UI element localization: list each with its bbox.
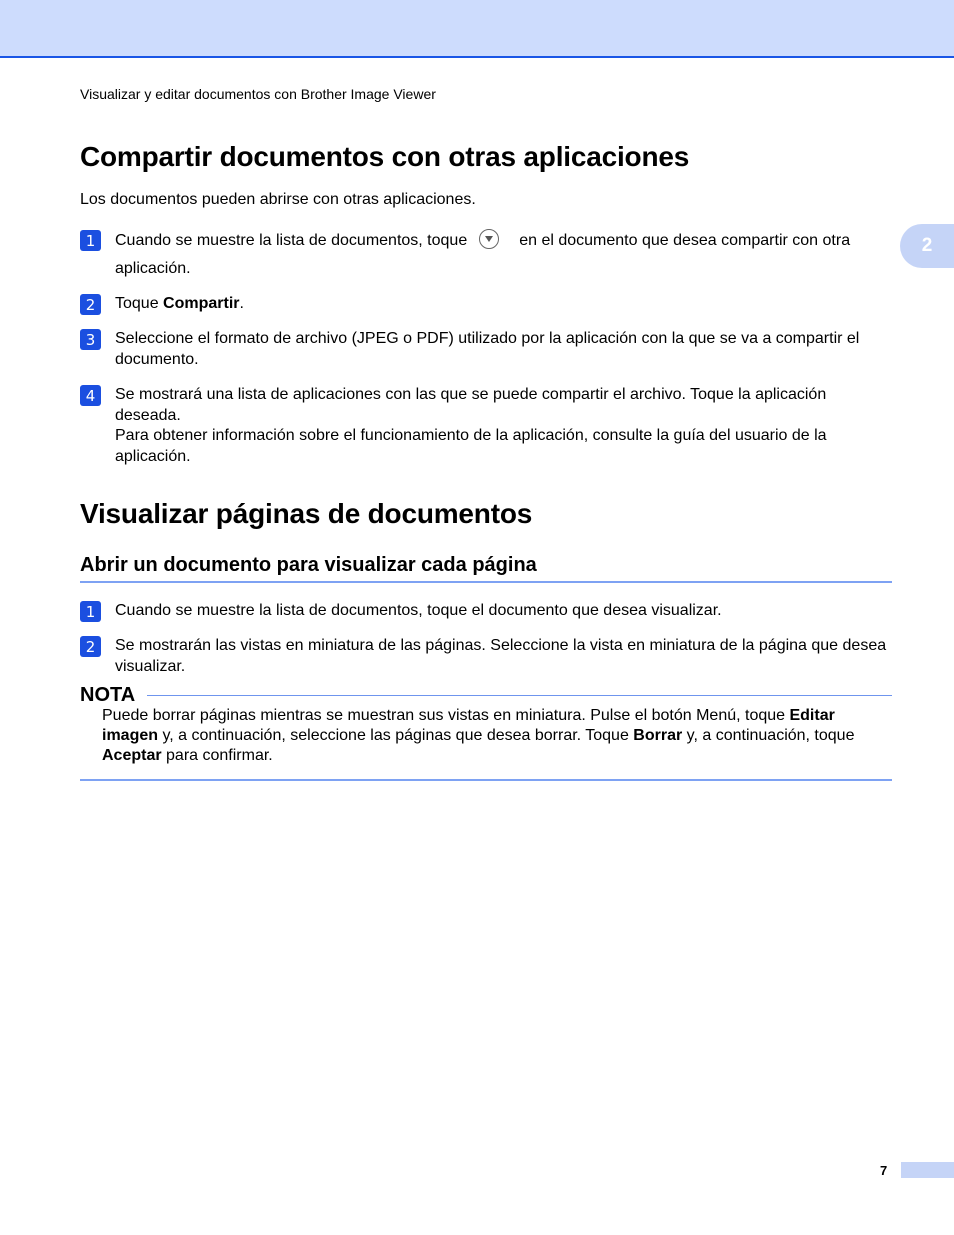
step-text-cont: en el documento que desea compartir con otra aplicación.	[115, 232, 851, 277]
note-title: NOTA	[80, 684, 136, 706]
ui-term-compartir: Compartir	[163, 295, 240, 312]
page-number: 7	[880, 1163, 888, 1178]
step-number-badge: 2	[80, 636, 101, 657]
step-number-badge: 4	[80, 385, 101, 406]
chapter-tab: 2	[900, 224, 954, 268]
step-3-share	[80, 329, 895, 370]
note-bottom-rule	[80, 779, 892, 781]
page-tab-marker	[901, 1162, 954, 1178]
section-title-share: Compartir documentos con otras aplicaciones	[80, 141, 690, 172]
step-number-badge: 1	[80, 601, 101, 622]
ui-term-editar-imagen: Editar imagen	[102, 707, 835, 744]
step-number-badge: 1	[80, 230, 101, 251]
step-number-badge: 2	[80, 294, 101, 315]
step-number-badge: 3	[80, 329, 101, 350]
subsection-title: Abrir un documento para visualizar cada página	[80, 554, 892, 583]
chevron-down-circle-icon	[479, 229, 499, 249]
running-header: Visualizar y editar documentos con Brother Image Viewer	[80, 86, 436, 102]
step-text-note: Para obtener información sobre el funcionamiento de la aplicación, consulte la guía del usuario de la aplicación.	[115, 427, 827, 465]
step-2-view	[80, 636, 895, 677]
step-1-share	[80, 230, 895, 283]
header-band	[0, 0, 954, 58]
step-text: Toque	[115, 295, 164, 312]
step-2-share	[80, 294, 895, 315]
step-text: Cuando se muestre la lista de documentos, toque	[115, 232, 468, 249]
note-top-rule	[147, 695, 892, 696]
step-1-view	[80, 601, 895, 622]
step-text: Se mostrará una lista de aplicaciones con las que se puede compartir el archivo. Toque la aplicación deseada.	[115, 386, 827, 424]
step-text: Cuando se muestre la lista de documentos, toque el documento que desea visualizar.	[115, 602, 722, 619]
ui-term-aceptar: Aceptar	[102, 747, 162, 764]
step-text: Se mostrarán las vistas en miniatura de las páginas. Seleccione la vista en miniatura de la página que desea visualizar.	[115, 637, 887, 675]
step-4-share	[80, 385, 895, 467]
note-body: Puede borrar páginas mientras se muestran sus vistas en miniatura. Pulse el botón Menú, toque Editar imagen y, a continuación, seleccione las páginas que desea borrar. Toque Borrar y, a continuación, toque Aceptar para confirmar.	[102, 707, 855, 764]
section-title-view-pages: Visualizar páginas de documentos	[80, 498, 533, 529]
intro-paragraph: Los documentos pueden abrirse con otras aplicaciones.	[80, 191, 476, 208]
step-text-end: .	[239, 295, 244, 312]
step-text: Seleccione el formato de archivo (JPEG o PDF) utilizado por la aplicación con la que se va a compartir el documento.	[115, 330, 860, 368]
ui-term-borrar: Borrar	[633, 727, 683, 744]
